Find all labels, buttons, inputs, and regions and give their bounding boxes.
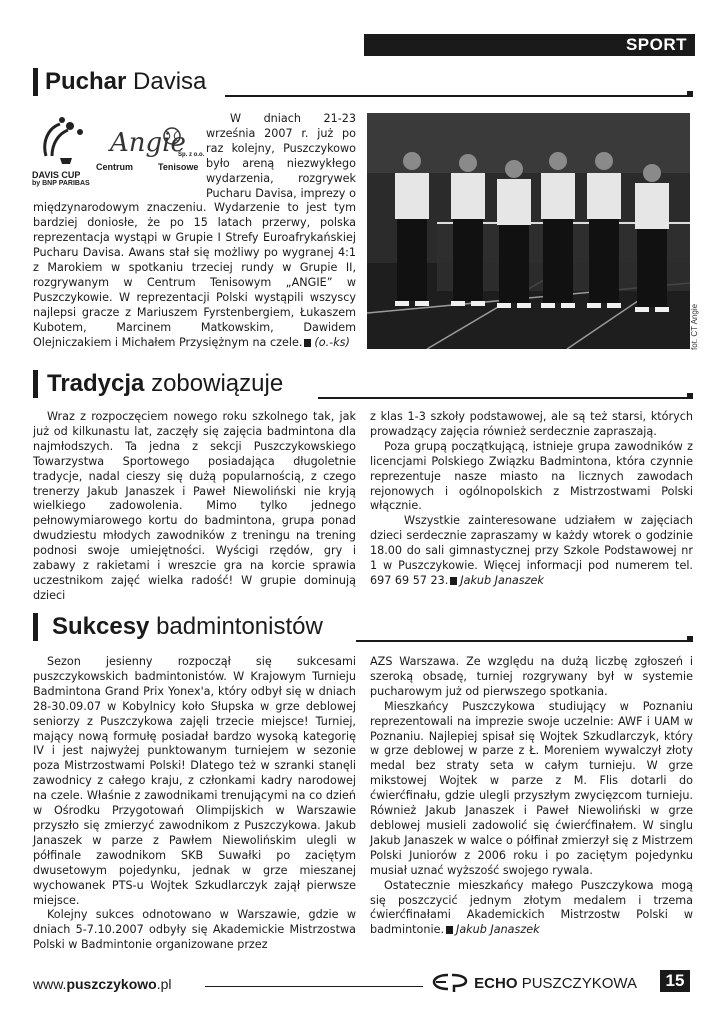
heading-rule xyxy=(356,640,693,642)
heading-bar xyxy=(33,370,38,398)
logo-float-spacer xyxy=(33,112,206,190)
footer-brand-light: PUSZCZYKOWA xyxy=(521,975,637,992)
section-label: SPORT xyxy=(625,35,687,54)
heading-bar xyxy=(33,613,38,641)
article2-title-bold: Tradycja xyxy=(47,370,145,397)
article3-col2 xyxy=(370,655,693,938)
footer-url-suffix: .pl xyxy=(156,976,172,992)
photo-credit xyxy=(690,300,702,350)
article2-col2-p3: Wszystkie zainteresowane udziałem w zajęciach dzieci serdecznie zapraszamy w każdy wtorek o godzinie 18.00 do sali gimnastycznej przy Szkole Podstawowej nr 1 w Puszczykowie. Więcej informacji pod numerem tel. 697 69 57 23. xyxy=(370,514,693,587)
article1-heading xyxy=(45,68,206,96)
article3-col1-p1: Sezon jesienny rozpoczął się sukcesami puszczykowskich badmintonistów. W Krajowym Turnieju Badmintona Grand Prix Yonex'a, który odbył się w dniach 28-30.09.07 w Kobylnicy koło Słupska w grze deblowej seniorzy z Puszczykowa zajęli trzecie miejsce! Turniej, mający nową formułę posiadał bardzo wysoką kategorię IV i jest najwyżej punktowanym turniejem w sezonie poza Mistrzostwami Polski! Dlatego też w szranki stanęli zawodnicy z całego kraju, z członkami kadry narodowej na czele. Właśnie z zawodnikami trenującymi na co dzień w Ośrodku Przygotowań Olimpijskich w Warszawie przyszło się zmierzyć zawodnikom z Puszczykowa. Jakub Janaszek w parze z Pawłem Niewolińskim ulegli w półfinale zawodnikom SKB Suwałki po zaciętym dwusetowym pojedynku, jednak w grze mieszanej wychowanek PTS-u Wojtek Szkudlarczyk zajął pierwsze miejsce. xyxy=(33,655,356,907)
echo-logo-icon xyxy=(430,972,470,992)
end-mark-icon xyxy=(446,926,453,934)
article3-col2-p2: Mieszkańcy Puszczykowa studiujący w Poznaniu reprezentowali na imprezie swoje uczelnie: AWF i UAM w Poznaniu. Najlepiej spisał się Wojtek Szkudlarczyk, który w grze deblowej w parze z Ł. Moreniem wywalczył złoty medal bez straty seta w całym turnieju. W grze mikstowej Wojtek w parze z M. Flis dotarli do ćwierćfinału, gdzie ulegli przyszłym zwycięzcom turnieju. Również Jakub Janaszek i Paweł Niewoliński w grze deblowej musieli zadowolić się ćwierćfinałem. W singlu Jakub Janaszek w walce o półfinał zmierzył się z Mistrzem Polski Juniorów z 2006 roku i po zaciętym pojedynku musiał uznać wyższość swojego rywala. xyxy=(370,699,693,877)
article3-title-light: badmintonistów xyxy=(156,613,323,640)
photo-credit-text: fot. CT Angie xyxy=(690,303,699,350)
article3-heading xyxy=(52,613,323,641)
team-photo-image xyxy=(367,113,690,349)
footer-brand xyxy=(430,972,637,992)
article1-body xyxy=(33,112,356,351)
end-mark-icon xyxy=(304,339,311,347)
article1-signature: (o.-ks) xyxy=(314,335,350,349)
article3-col1-p2: Kolejny sukces odnotowano w Warszawie, gdzie w dniach 5-7.10.2007 odbyły się Akademickie Mistrzostwa Polski w Badmintonie organizowane przez xyxy=(33,908,356,952)
article3-title-bold: Sukcesy xyxy=(52,613,150,640)
rule-end-mark xyxy=(687,636,693,642)
article2-title-light: zobowiązuje xyxy=(151,370,284,397)
article1-title-bold: Puchar xyxy=(45,68,127,95)
article2-signature: Jakub Janaszek xyxy=(460,573,544,587)
footer-url-prefix: www. xyxy=(33,976,67,992)
article1-title-light: Davisa xyxy=(133,68,207,95)
article3-col1 xyxy=(33,655,356,953)
article2-col1-text: Wraz z rozpoczęciem nowego roku szkolnego tak, jak już od kilkunastu lat, zaczęły się zajęcia badmintona dla najmłodszych. Ta jedna z sekcji Puszczykowskiego Towarzystwa Sportowego posiadająca długoletnie tradycje, nadal cieszy się dużą popularnością, z czego trenerzy Jakub Janaszek i Paweł Niewoliński nie kryją wielkiego zadowolenia. Mimo tylko jednego pełnowymiarowego kortu do badmintona, grupa ponad dwudziestu młodych zawodników z treningu na trening podnosi swoje umiejętności. Wyścigi rzędów, gry i zabawy z rakietami i wreszcie gra na korcie sprawia uczestnikom zajęć wielka radość! W grupie dominują dzieci xyxy=(33,410,356,602)
angie-sub2: Tenisowe xyxy=(158,162,199,172)
angie-sub1: Centrum xyxy=(96,162,134,172)
article3-col2-p3: Ostatecznie mieszkańcy małego Puszczykowa mogą się poszczycić jednym złotym medalem i trzema ćwierćfinałami Akademickich Mistrzostw Polski w badmintonie. xyxy=(370,878,693,937)
footer-url[interactable] xyxy=(33,976,172,992)
angie-script-text: Angie xyxy=(110,128,186,158)
angie-small-text: Sp. z o.o. xyxy=(178,152,205,158)
page-number: 15 xyxy=(660,970,690,992)
footer-rule xyxy=(205,986,423,987)
end-mark-icon xyxy=(450,577,457,585)
article1-text: W dniach 21-23 września 2007 r. już po raz kolejny, Puszczykowo było areną niezwykłego wydarzenia, rozgrywek Pucharu Davisa, imprezy o międzynarodowym znaczeniu. Wydarzenie to jest tym bardziej doniosłe, że po 15 latach przerwy, polska reprezentacja wystąpi w Grupie I Strefy Euroafrykańskiej Pucharu Davisa. Awans stał się możliwy po wygranej 4:1 z Marokiem w spotkaniu trzeciej rundy w Grupie II, rozgrywanym w Centrum Tenisowym „ANGIE” w Puszczykowie. W reprezentacji Polski wystąpili wszyscy najlepsi gracze z Mariuszem Fyrstenbergiem, Łukaszem Kubotem, Marcinem Matkowskim, Dawidem Olejniczakiem i Michałem Przysiężnym na czele. xyxy=(33,112,356,349)
article3-col2-p1: AZS Warszawa. Ze względu na dużą liczbę zgłoszeń i szeroką obsadę, turniej rozgrywany był w systemie pucharowym już od pierwszego spotkania. xyxy=(370,655,693,698)
davis-cup-text: DAVIS CUP xyxy=(32,170,81,180)
article3-signature: Jakub Janaszek xyxy=(456,923,540,937)
team-photo xyxy=(367,113,690,349)
article2-col2 xyxy=(370,410,693,589)
footer-brand-bold: ECHO xyxy=(474,975,518,992)
heading-rule xyxy=(225,95,693,97)
davis-cup-subtext: by BNP PARIBAS xyxy=(32,180,90,187)
section-banner xyxy=(364,34,695,56)
article2-heading xyxy=(47,370,283,398)
article2-col1 xyxy=(33,410,356,604)
article2-col2-p1: z klas 1-3 szkoły podstawowej, ale są też starsi, których prowadzący zajęcia również serdecznie zapraszają. xyxy=(370,410,693,438)
article2-col2-p2: Poza grupą początkującą, istnieje grupa zawodników z licencjami Polskiego Związku Badmintona, która czynnie reprezentuje nasze miasto na licznych zawodach rejonowych i ogólnopolskich z Mistrzostwami Polski włącznie. xyxy=(370,439,693,513)
heading-bar xyxy=(33,68,38,96)
rule-end-mark xyxy=(687,393,693,399)
footer-url-bold: puszczykowo xyxy=(66,976,157,992)
heading-rule xyxy=(318,397,693,399)
rule-end-mark xyxy=(687,91,693,97)
